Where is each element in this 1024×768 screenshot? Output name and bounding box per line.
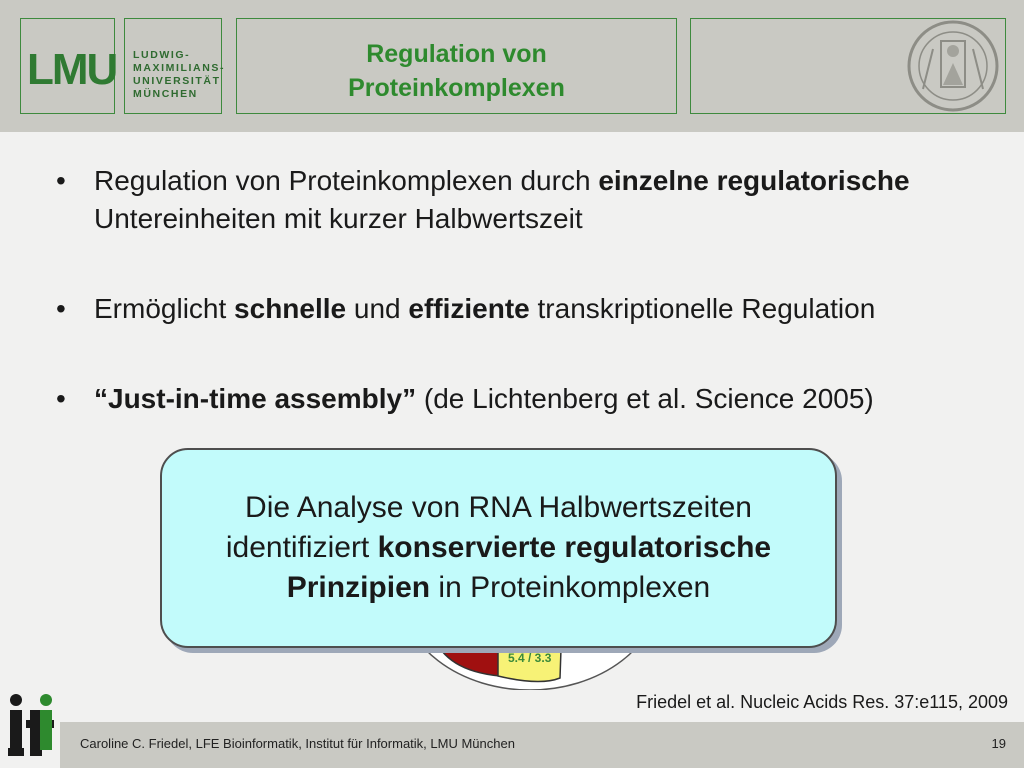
university-name-line: MAXIMILIANS- [133, 62, 226, 74]
bullet-bold-text: schnelle [234, 293, 347, 324]
ifi-logo-icon [6, 690, 58, 762]
callout-box [160, 448, 837, 648]
lmu-logo-letters: LMU [27, 45, 117, 94]
bullet-text: und [346, 293, 409, 324]
footer-text: Caroline C. Friedel, LFE Bioinformatik, Institut für Informatik, LMU München [80, 736, 515, 751]
callout-bold-text: konservierte regulatorische Prinzipien [286, 531, 772, 604]
callout-text-part: in Proteinkomplexen [430, 571, 711, 604]
bullet-text: transkriptionelle Regulation [529, 293, 876, 324]
slide-title [237, 37, 676, 105]
university-name-box [124, 18, 226, 114]
lmu-logo [20, 18, 115, 114]
footer-band [60, 722, 1024, 768]
bullet-dot: • [56, 383, 66, 414]
page-number: 19 [991, 736, 1006, 751]
callout-text [182, 488, 815, 608]
diagram-label: 5.4 / 3.3 [508, 651, 552, 665]
bullet-bold-text: einzelne regulatorische [598, 165, 910, 196]
university-name-line: LUDWIG- [133, 49, 191, 61]
bullet-text: Ermöglicht [94, 293, 235, 324]
bullet-text: Untereinheiten mit kurzer Halbwertszeit [94, 203, 583, 234]
bullet-text: (de Lichtenberg et al. Science 2005) [416, 383, 874, 414]
bullet-bold-text: effiziente [408, 293, 530, 324]
slide-title-line1: Regulation von [366, 40, 547, 68]
university-name-line: UNIVERSITÄT [133, 75, 221, 87]
bullet-item [56, 162, 996, 238]
bullet-bold-text: “Just-in-time assembly” [94, 383, 417, 414]
callout-text-part: Die Analyse von RNA Halbwertszeiten identifiziert [225, 491, 752, 564]
title-box [236, 18, 677, 114]
slide-title-line2: Proteinkomplexen [348, 74, 565, 102]
bullet-list [56, 162, 996, 432]
reference-citation: Friedel et al. Nucleic Acids Res. 37:e115, 2009 [636, 692, 1008, 712]
bullet-dot: • [56, 165, 66, 196]
university-name [133, 49, 225, 101]
university-name-line: MÜNCHEN [133, 88, 198, 100]
bullet-item [56, 380, 996, 418]
bullet-dot: • [56, 293, 66, 324]
university-seal-icon [903, 19, 1003, 113]
bullet-text: Regulation von Proteinkomplexen durch [94, 165, 599, 196]
header-band [0, 0, 1024, 132]
seal-box [690, 18, 1006, 114]
bullet-item [56, 290, 996, 328]
